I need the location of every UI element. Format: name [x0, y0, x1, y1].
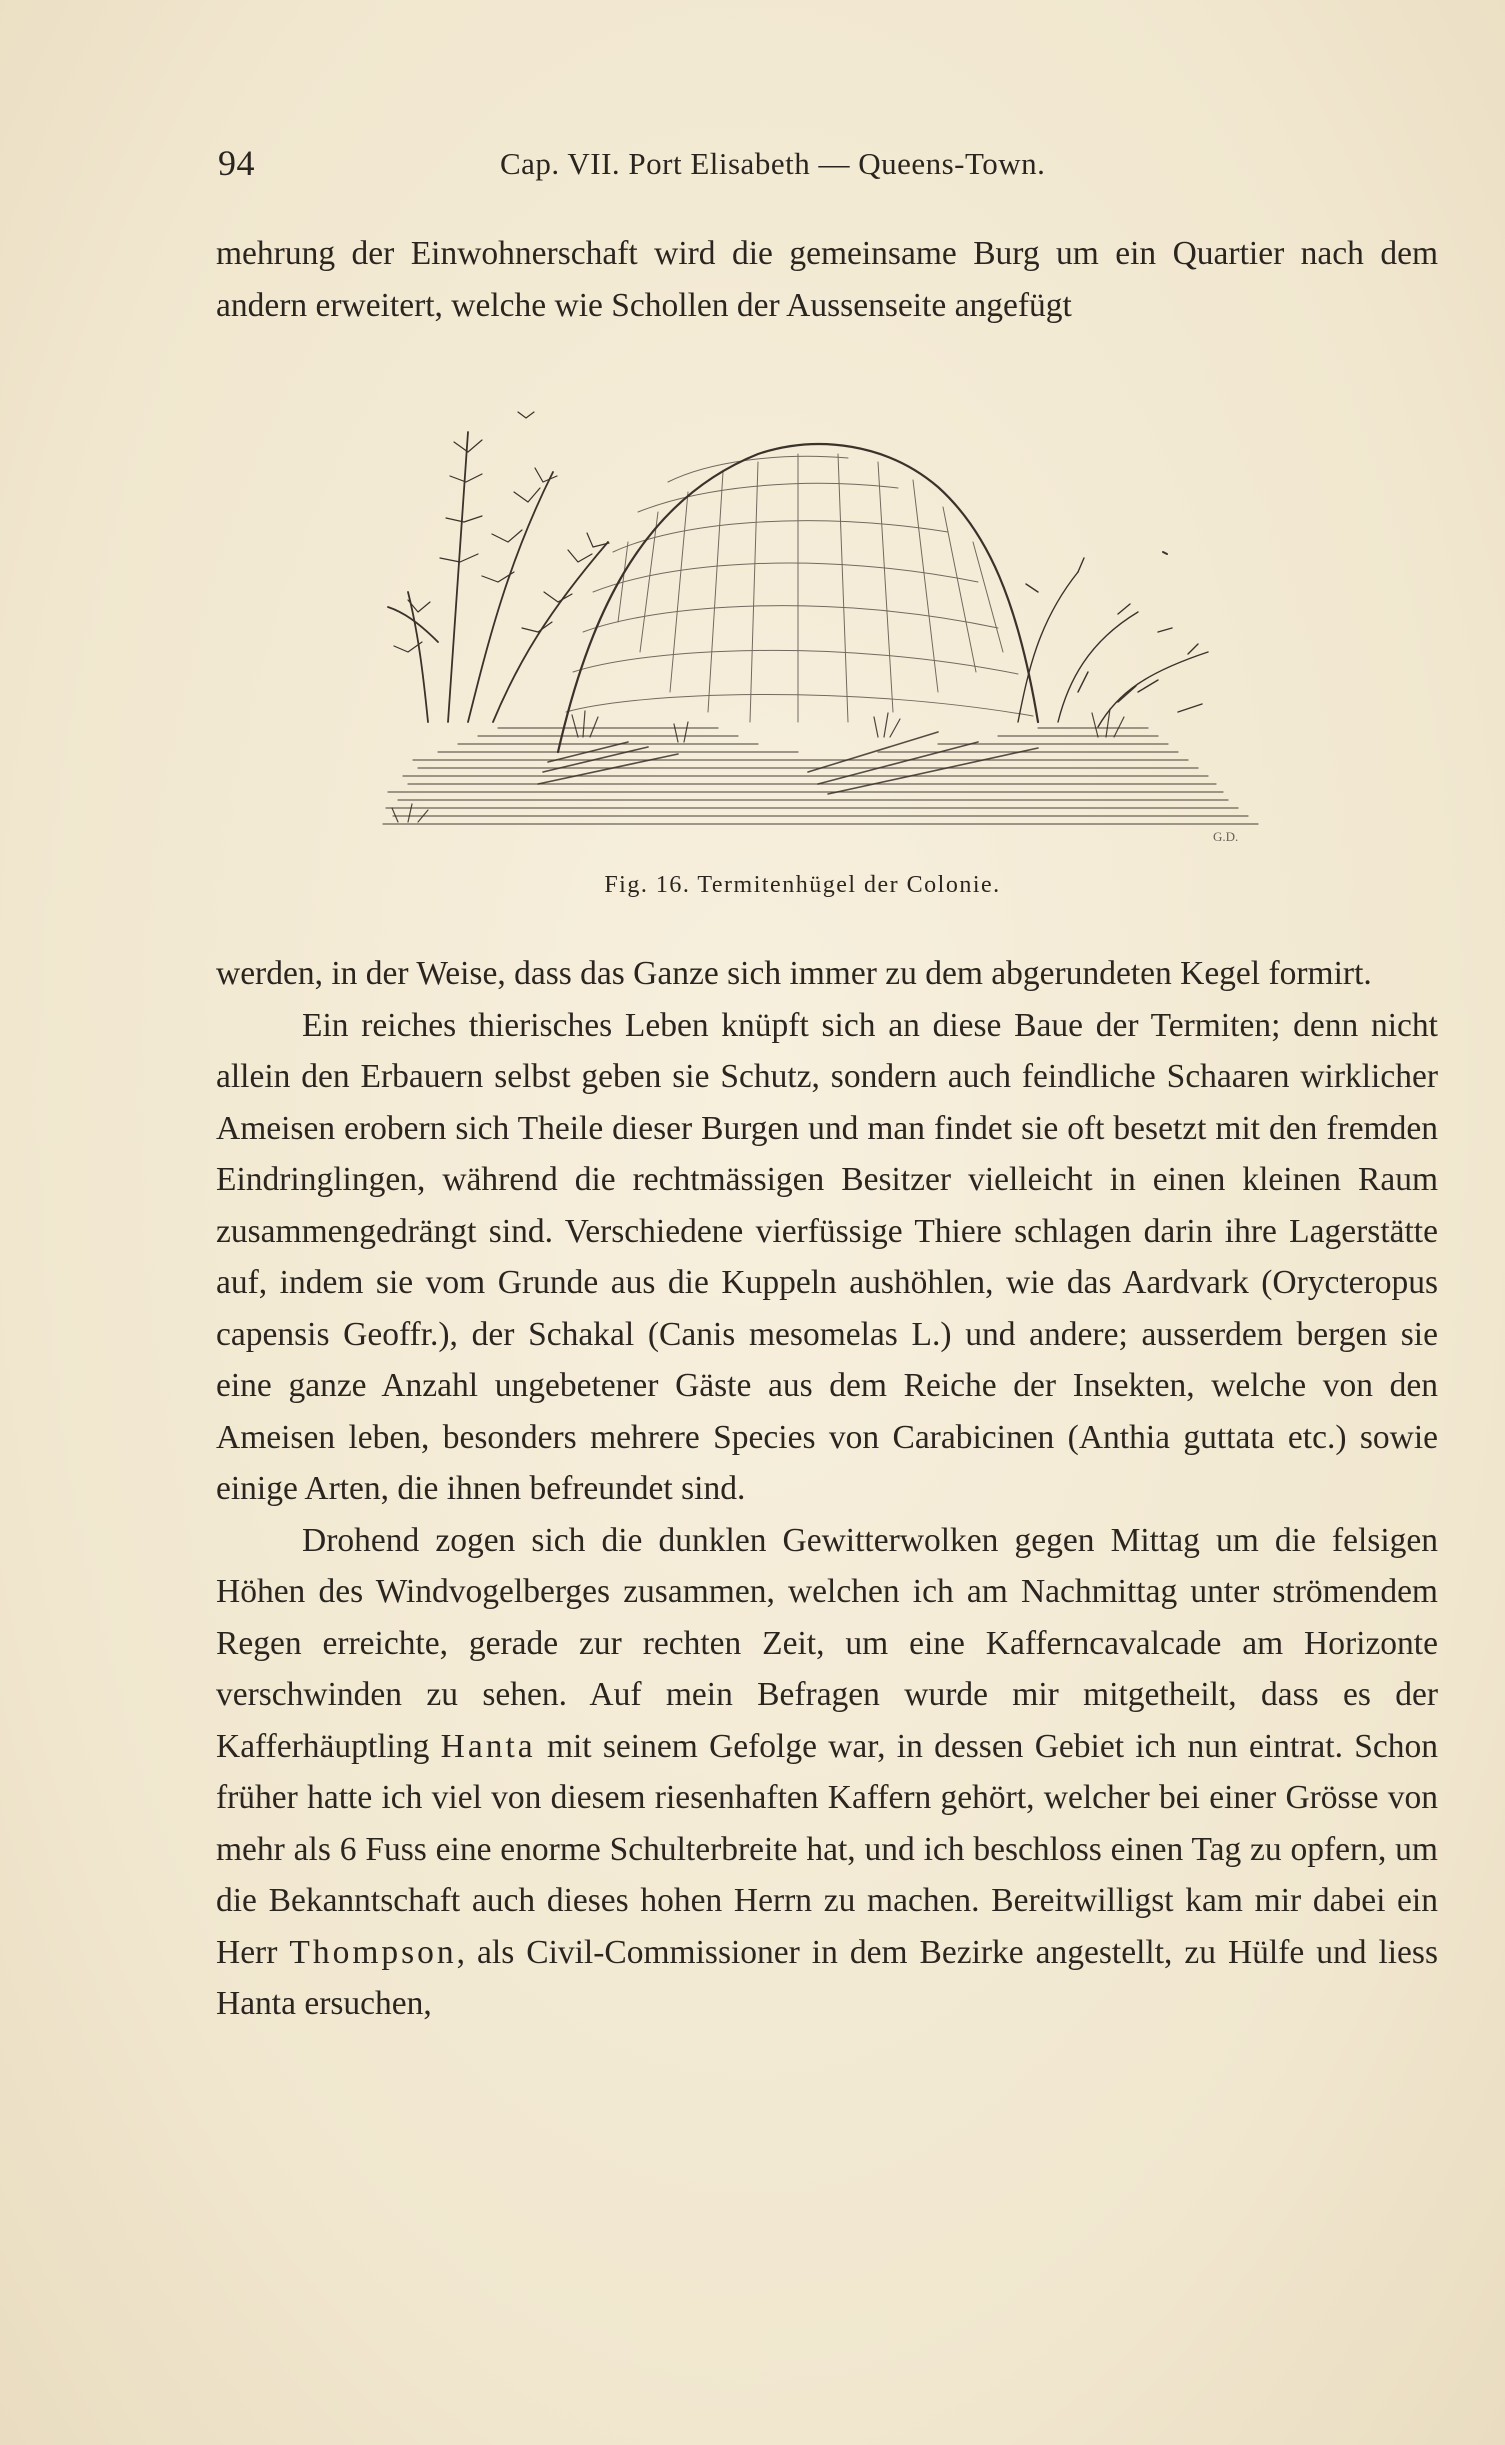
running-head: Cap. VII. Port Elisabeth — Queens-Town. [500, 146, 1046, 181]
figure-caption [0, 872, 1505, 899]
engraver-initials: G.D. [1213, 829, 1239, 844]
text-block-top [216, 228, 1438, 331]
paragraph-3 [216, 1515, 1438, 2030]
paragraph-3-part-c: , als Civil-Commissioner in dem Bezirke angestellt, zu Hülfe und liess Hanta ersuchen, [216, 1933, 1439, 2022]
engraving-image [378, 392, 1268, 862]
paragraph-3-part-b: mit seinem Gefolge war, in dessen Gebiet ich nun eintrat. Schon früher hatte ich viel von diesem riesenhaften Kaffern gehört, welcher bei einer Grösse von mehr als 6 Fuss eine enorme Schulterbreite hat, und ich beschloss einen Tag zu opfern, um die Bekanntschaft auch dieses hohen Herrn zu machen. Bereitwilligst kam mir dabei ein Herr [216, 1727, 1439, 1971]
paragraph-3-part-a: Drohend zogen sich die dunklen Gewitterwolken gegen Mittag um die felsigen Höhen des Windvogelberges zusammen, welchen ich am Nachmittag unter strömendem Regen erreichte, gerade zur rechten Zeit, um eine Kafferncavalcade am Horizonte verschwinden zu sehen. Auf mein Befragen wurde mir mitgetheilt, dass es der Kafferhäuptling [216, 1521, 1438, 1765]
page-header [218, 142, 1288, 192]
paragraph-2: Ein reiches thierisches Leben knüpft sich an diese Baue der Termiten; denn nicht allein den Erbauern selbst geben sie Schutz, sondern auch feindliche Schaaren wirklicher Ameisen erobern sich Theile dieser Burgen und man findet sie oft besetzt mit den fremden Eindringlingen, während die rechtmässigen Besitzer vielleicht in einen kleinen Raum zusammengedrängt sind. Verschiedene vierfüssige Thiere schlagen darin ihre Lagerstätte auf, indem sie vom Grunde aus die Kuppeln aushöhlen, wie das Aardvark (Orycteropus capensis Geoffr.), der Schakal (Canis mesomelas L.) und andere; ausserdem bergen sie eine ganze Anzahl ungebetener Gäste aus dem Reiche der Insekten, welche von den Ameisen leben, besonders mehrere Species von Carabicinen (Anthia guttata etc.) sowie einige Arten, die ihnen befreundet sind. [216, 1006, 1438, 1507]
paragraph-continuation: mehrung der Einwohnerschaft wird die gemeinsame Burg um ein Quartier nach dem andern erweitert, welche wie Schollen der Aussenseite angefügt [216, 235, 1438, 324]
page-number: 94 [218, 143, 255, 183]
figure-caption-text: Fig. 16. Termitenhügel der Colonie. [604, 872, 1001, 898]
paragraph-1: werden, in der Weise, dass das Ganze sich immer zu dem abgerundeten Kegel formirt. [216, 955, 1372, 992]
person-name-hanta: Hanta [440, 1727, 536, 1765]
text-block-bottom [216, 948, 1438, 2030]
termite-mound-illustration [378, 392, 1268, 862]
person-name-thompson: Thompson [289, 1933, 457, 1971]
